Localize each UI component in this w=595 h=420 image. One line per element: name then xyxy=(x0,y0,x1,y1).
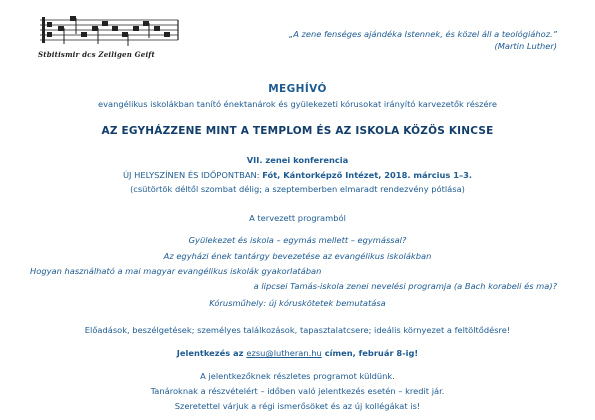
closing-line-1: A jelentkezőknek részletes programot küldünk. xyxy=(200,371,395,381)
program-item: Kórusműhely: új kóruskötetek bemutatása xyxy=(209,298,386,308)
music-staff-icon xyxy=(38,14,184,50)
luther-quote xyxy=(237,28,557,52)
conference-number: VII. zenei konferencia xyxy=(246,155,349,165)
venue-label: ÚJ HELYSZÍNEN ÉS IDŐPONTBAN: xyxy=(122,170,260,180)
audience-line: evangélikus iskolákban tanító énektanárok és gyülekezeti kórusokat irányító karvezetők részére xyxy=(98,99,497,109)
venue-value: Fót, Kántorképző Intézet, 2018. március 1–3. xyxy=(262,170,473,180)
program-item: Hogyan használható a mai magyar evangélikus iskolák gyakorlatában xyxy=(30,266,322,276)
quote-author: (Martin Luther) xyxy=(494,41,557,51)
program-item: a lipcsei Tamás-iskola zenei nevelési programja (a Bach korabeli és ma)? xyxy=(253,281,557,291)
registration-suffix: címen, február 8-ig! xyxy=(324,348,419,358)
music-notation-logo xyxy=(38,14,184,64)
venue-note: (csütörtök déltől szombat délig; a szeptemberben elmaradt rendezvény pótlása) xyxy=(130,184,465,194)
program-item: Az egyházi ének tantárgy bevezetése az evangélikus iskolákban xyxy=(163,251,432,261)
venue-line xyxy=(0,170,595,180)
invitation-heading: MEGHÍVÓ xyxy=(268,83,327,95)
registration-prefix: Jelentkezés az xyxy=(176,348,244,358)
email-link[interactable]: ezsu@lutheran.hu xyxy=(246,348,322,358)
closing-line-2: Tanároknak a részvételért – időben való jelentkezés esetén – kredit jár. xyxy=(150,386,445,396)
registration-line xyxy=(0,348,595,358)
closing-line-3: Szeretettel várjuk a régi ismerősöket és az új kollégákat is! xyxy=(174,401,421,411)
quote-text: „A zene fenséges ajándéka Istennek, és közel áll a teológiához.” xyxy=(288,29,557,39)
logo-caption: Stbitismir dcs Zeiligen Geift xyxy=(38,50,155,59)
general-info: Előadások, beszélgetések; személyes találkozások, tapasztalatcsere; ideális környezet a feltöltődésre! xyxy=(84,325,511,335)
main-title: AZ EGYHÁZZENE MINT A TEMPLOM ÉS AZ ISKOLA KÖZÖS KINCSE xyxy=(101,125,494,137)
program-intro: A tervezett programból xyxy=(249,213,346,223)
program-item: Gyülekezet és iskola – egymás mellett – egymással? xyxy=(188,235,407,245)
